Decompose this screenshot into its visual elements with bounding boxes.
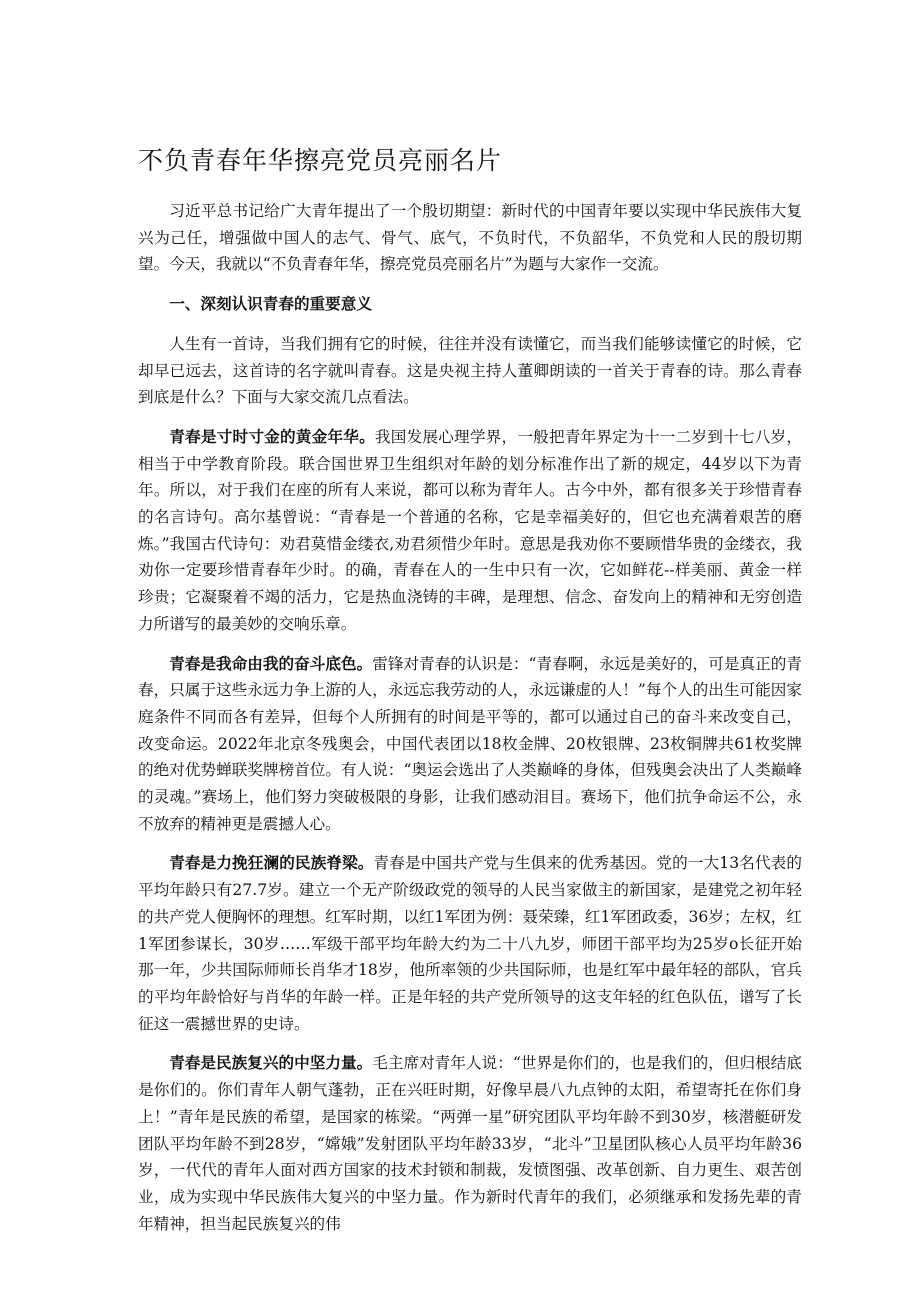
paragraph-poem: 人生有一首诗，当我们拥有它的时候，往往并没有读懂它，而当我们能够读懂它的时候，它却早已远去，这首诗的名字就叫青春。这是央视主持人董卿朗读的一首关于青春的诗。那么青春到底是什么？下面与大家交流几点看法。 [138, 334, 802, 407]
section-heading: 一、深刻认识青春的重要意义 [169, 294, 372, 314]
paragraph-body: 我国发展心理学界，一般把青年界定为十一二岁到十七八岁，相当于中学教育阶段。联合国世界卫生组织对年龄的划分标准作出了新的规定，44岁以下为青年。所以，对于我们在座的所有人来说，都可以称为青年人。古今中外，都有很多关于珍惜青春的名言诗句。高尔基曾说：“青春是一个普通的名称，它是幸福美好的，但它也充满着艰苦的磨炼。”我国古代诗句：劝君莫惜金缕衣,劝君须惜少年时。意思是我劝你不要顾惜华贵的金缕衣，我劝你一定要珍惜青春年少时。的确，青春在人的一生中只有一次，它如鲜花--样美丽、黄金一样珍贵；它凝聚着不竭的活力，它是热血浇铸的丰碑，是理想、信念、奋发向上的精神和无穷创造力所谱写的最美妙的交响乐章。 [138, 427, 802, 633]
paragraph-lead: 青春是我命由我的奋斗底色。 [169, 653, 373, 673]
paragraph-body: 青春是中国共产党与生俱来的优秀基因。党的一大13名代表的平均年龄只有27.7岁。建立一个无产阶级政党的领导的人民当家做主的新国家，是建党之初年轻的共产党人便胸怀的理想。红军时期，以红1军团为例：聂荣臻，红1军团政委，36岁；左权，红1军团参谋长，30岁……军级干部平均年龄大约为二十八九岁，师团干部平均为25岁o长征开始那一年，少共国际师师长肖华才18岁，他所率领的少共国际师，也是红军中最年轻的部队，官兵的平均年龄恰好与肖华的年龄一样。正是年轻的共产党所领导的这支年轻的红色队伍，谱写了长征这一震撼世界的史诗。 [138, 854, 802, 1033]
paragraph-golden-youth [138, 424, 802, 638]
paragraph-struggle [138, 651, 802, 838]
paragraph-lead: 青春是力挽狂澜的民族脊梁。 [169, 853, 374, 873]
paragraph-body: 雷锋对青春的认识是：“青春啊，永远是美好的，可是真正的青春，只属于这些永远力争上游的人，永远忘我劳动的人，永远谦虚的人！”每个人的出生可能因家庭条件不同而各有差异，但每个人所拥有的时间是平等的，都可以通过自己的奋斗来改变自己，改变命运。2022年北京冬残奥会，中国代表团以18枚金牌、20枚银牌、23枚铜牌共61枚奖牌的绝对优势蝉联奖牌榜首位。有人说：“奥运会选出了人类巅峰的身体，但残奥会决出了人类巅峰的灵魂。”赛场上，他们努力突破极限的身影，让我们感动泪目。赛场下，他们抗争命运不公，永不放弃的精神更是震撼人心。 [138, 654, 802, 833]
paragraph-body: 毛主席对青年人说：“世界是你们的，也是我们的，但归根结底是你们的。你们青年人朝气蓬勃，正在兴旺时期，好像早晨八九点钟的太阳，希望寄托在你们身上！”青年是民族的希望，是国家的栋梁。“两弹一星”研究团队平均年龄不到30岁，核潜艇研发团队平均年龄不到28岁，“嫦娥”发射团队平均年龄33岁，“北斗”卫星团队核心人员平均年龄36岁，一代代的青年人面对西方国家的技术封锁和制裁，发愤图强、改革创新、自力更生、艰苦创业，成为实现中华民族伟大复兴的中坚力量。作为新时代青年的我们，必须继承和发扬先辈的青年精神，担当起民族复兴的伟 [138, 1054, 802, 1233]
paragraph-rejuvenation [138, 1050, 802, 1237]
paragraph-backbone [138, 850, 802, 1037]
paragraph-lead: 青春是民族复兴的中坚力量。 [169, 1053, 373, 1073]
intro-paragraph: 习近平总书记给广大青年提出了一个殷切期望：新时代的中国青年要以实现中华民族伟大复兴为己任，增强做中国人的志气、骨气、底气，不负时代，不负韶华，不负党和人民的殷切期望。今天，我就以“不负青春年华，擦亮党员亮丽名片”为题与大家作一交流。 [138, 202, 802, 274]
document-title: 不负青春年华擦亮党员亮丽名片 [138, 146, 503, 175]
paragraph-lead: 青春是寸时寸金的黄金年华。 [169, 426, 375, 446]
